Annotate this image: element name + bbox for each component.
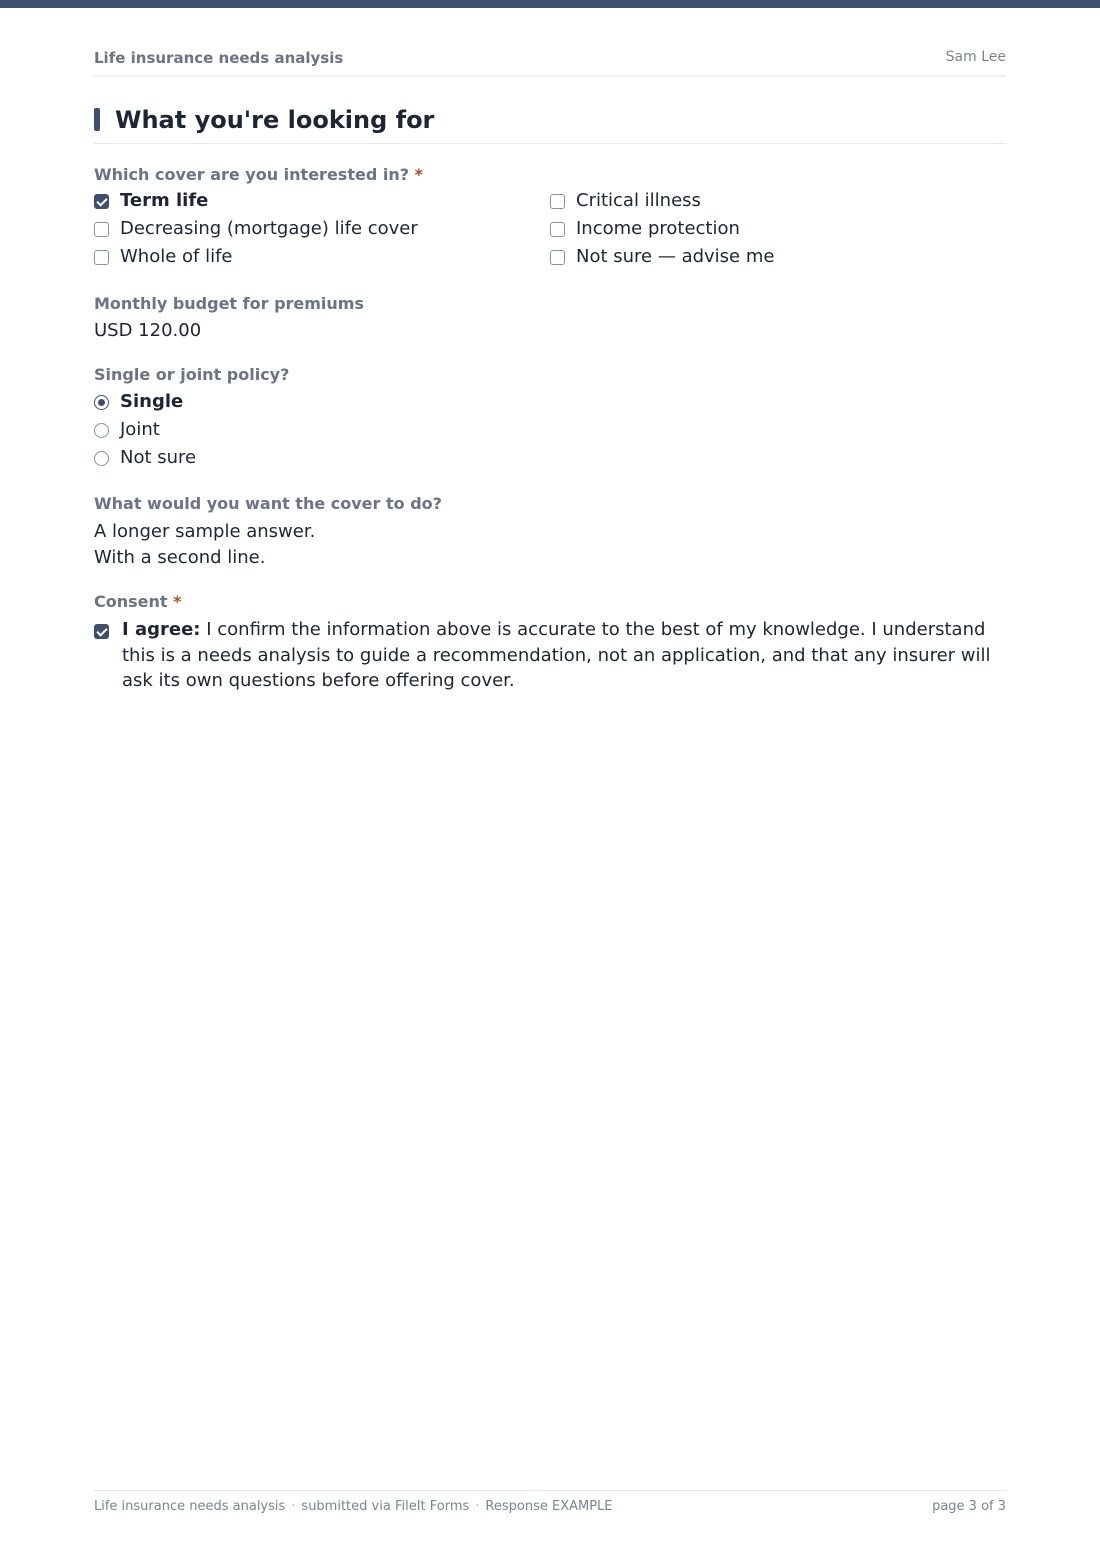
checkbox-icon[interactable] [550, 194, 565, 209]
section-header [94, 105, 1006, 144]
purpose-answer-line-1: A longer sample answer. [94, 521, 316, 542]
option-label: Not sure — advise me [576, 246, 775, 267]
consent-agree-label: I agree: [122, 619, 201, 640]
option-label: Joint [120, 419, 160, 440]
policy-question-label: Single or joint policy? [94, 365, 290, 384]
checkbox-checked-icon[interactable] [94, 624, 109, 639]
option-label: Term life [120, 190, 209, 211]
option-label: Critical illness [576, 190, 701, 211]
footer-submitted: submitted via FileIt Forms [301, 1499, 470, 1514]
cover-question-label: Which cover are you interested in? * [94, 165, 423, 184]
section-title: What you're looking for [115, 106, 435, 134]
checkbox-icon[interactable] [94, 222, 109, 237]
option-label: Whole of life [120, 246, 233, 267]
purpose-question-label: What would you want the cover to do? [94, 494, 442, 513]
option-label: Decreasing (mortgage) life cover [120, 218, 418, 239]
page-footer [94, 1490, 1006, 1521]
footer-form-name: Life insurance needs analysis [94, 1499, 286, 1514]
footer-separator: · [475, 1499, 480, 1514]
form-title: Life insurance needs analysis [94, 49, 344, 67]
checkbox-icon[interactable] [94, 250, 109, 265]
budget-question-label: Monthly budget for premiums [94, 294, 364, 313]
page-number: page 3 of 3 [932, 1499, 1006, 1514]
required-marker: * [414, 165, 423, 184]
consent-label: Consent * [94, 592, 182, 611]
footer-response: Response EXAMPLE [485, 1499, 613, 1514]
checkbox-checked-icon[interactable] [94, 194, 109, 209]
consent-text [122, 617, 1006, 694]
option-label: Not sure [120, 447, 197, 468]
radio-icon[interactable] [94, 451, 109, 466]
budget-answer: USD 120.00 [94, 320, 202, 341]
footer-meta [94, 1499, 613, 1514]
checkbox-icon[interactable] [550, 250, 565, 265]
page-header [94, 49, 1006, 77]
required-marker: * [173, 592, 182, 611]
consent-statement: I confirm the information above is accurate to the best of my knowledge. I understand this is a needs analysis to guide a recommendation, not an application, and that any insurer will ask its own questions before offering cover. [122, 619, 991, 691]
option-label: Single [120, 391, 184, 412]
checkbox-icon[interactable] [550, 222, 565, 237]
radio-icon[interactable] [94, 423, 109, 438]
option-label: Income protection [576, 218, 740, 239]
section-accent-bar [94, 108, 100, 131]
purpose-answer-line-2: With a second line. [94, 547, 266, 568]
respondent-name: Sam Lee [945, 49, 1006, 65]
radio-selected-icon[interactable] [94, 395, 109, 410]
footer-separator: · [291, 1499, 296, 1514]
top-accent-bar [0, 0, 1100, 8]
